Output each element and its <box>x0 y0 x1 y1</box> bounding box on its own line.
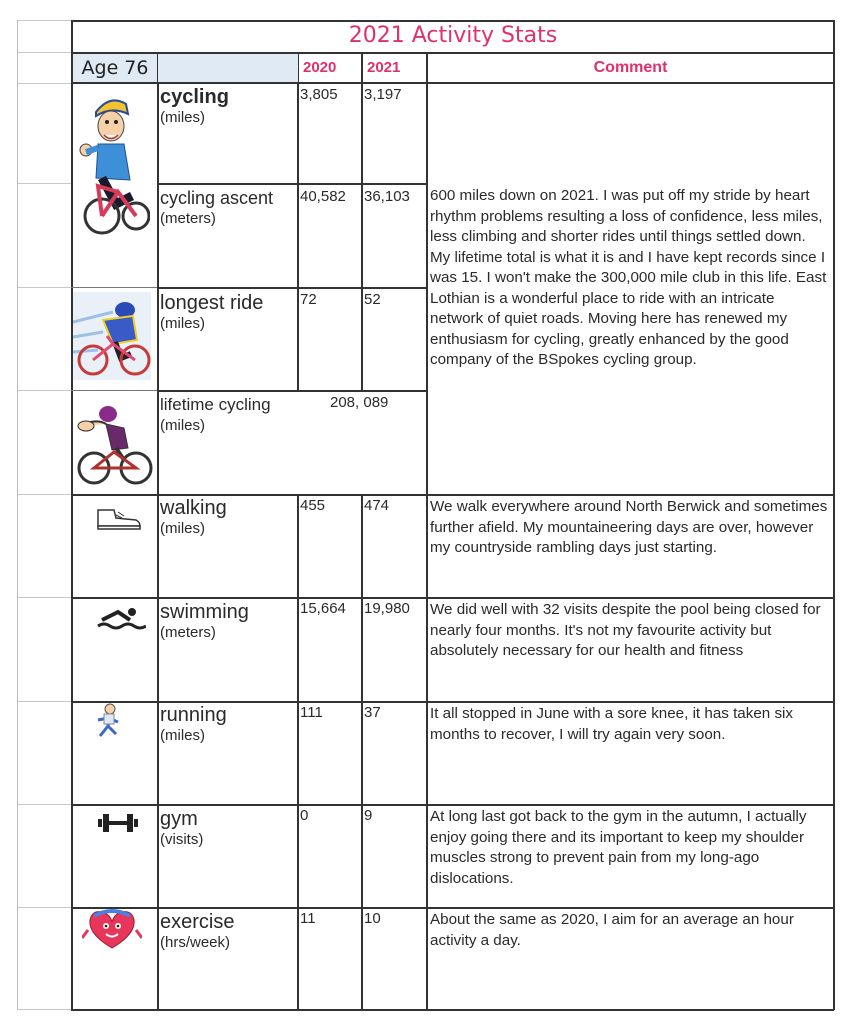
activity-name: cycling <box>160 86 229 108</box>
activity-swimming <box>160 601 296 642</box>
gutter-line <box>18 804 72 805</box>
gutter-line <box>18 183 72 184</box>
gutter-line <box>18 390 72 391</box>
exercise-comment: About the same as 2020, I aim for an average an hour activity a day. <box>430 911 794 949</box>
cartoon-bike-icon <box>76 398 154 488</box>
value-2021: 19,980 <box>364 600 410 617</box>
row-divider <box>157 183 427 185</box>
value-2021: 9 <box>364 807 373 824</box>
comment-header: Comment <box>593 59 668 76</box>
racing-cyclist-icon <box>73 292 151 380</box>
activity-running <box>160 704 296 745</box>
heart-mascot-icon <box>82 908 142 950</box>
walking-comment: We walk everywhere around North Berwick and sometimes further afield. My mountaineering days are over, however my countryside rambling days just starting. <box>430 498 828 556</box>
runner-icon <box>92 702 126 742</box>
gutter-line <box>18 597 72 598</box>
value-2020: 455 <box>300 497 326 514</box>
row-divider <box>71 701 834 703</box>
row-divider <box>71 804 834 806</box>
activity-walking <box>160 497 296 538</box>
row-divider <box>157 390 427 392</box>
activity-cycling-ascent <box>160 187 296 228</box>
gutter-line <box>18 83 72 84</box>
gutter-line <box>18 52 72 53</box>
activity-unit: (hrs/week) <box>160 934 231 951</box>
value-2020: 72 <box>300 291 317 308</box>
value-2020: 111 <box>300 704 323 721</box>
column-divider <box>297 52 299 390</box>
activity-name: gym <box>160 808 198 830</box>
swimming-comment: We did well with 32 visits despite the pool being closed for nearly four months. It's not my favourite activity but absolutely necessary for our health and fitness <box>430 601 821 659</box>
year-2020-header: 2020 <box>303 59 337 76</box>
value-2021: 10 <box>364 910 381 927</box>
gutter-line <box>18 20 72 21</box>
gutter-line <box>18 701 72 702</box>
activity-name: cycling ascent <box>160 188 274 208</box>
gutter-line <box>18 907 72 908</box>
value-2021: 37 <box>364 704 381 721</box>
value-2020: 40,582 <box>300 188 346 205</box>
row-divider <box>71 287 157 288</box>
gutter-border <box>17 20 18 1010</box>
boot-icon <box>96 506 142 530</box>
value-2021: 3,197 <box>364 86 402 103</box>
activity-longest-ride <box>160 292 296 333</box>
gutter-line <box>18 494 72 495</box>
row-divider <box>71 907 834 909</box>
swimmer-icon <box>96 606 146 632</box>
activity-cycling <box>160 86 296 127</box>
table-border-bottom <box>71 1009 834 1011</box>
header-blank-cell <box>158 54 298 82</box>
value-2021: 474 <box>364 497 390 514</box>
activity-gym <box>160 808 296 849</box>
lifetime-total-value: 208, 089 <box>330 394 389 411</box>
running-comment: It all stopped in June with a sore knee, it has taken six months to recover, I will try again very soon. <box>430 705 794 743</box>
row-divider <box>157 287 427 289</box>
value-2021: 52 <box>364 291 381 308</box>
activity-unit: (visits) <box>160 831 204 848</box>
column-divider <box>361 494 363 1010</box>
column-divider <box>157 52 159 1010</box>
value-2020: 0 <box>300 807 309 824</box>
value-2020: 15,664 <box>300 600 346 617</box>
activity-unit: (miles) <box>160 417 205 434</box>
activity-unit: (miles) <box>160 109 205 126</box>
row-divider <box>71 494 834 496</box>
value-2020: 11 <box>300 910 316 927</box>
activity-name: running <box>160 704 227 726</box>
row-divider <box>71 82 834 84</box>
value-2020: 3,805 <box>300 86 338 103</box>
activity-unit: (miles) <box>160 315 205 332</box>
column-divider <box>361 52 363 390</box>
cycling-comment: 600 miles down on 2021. I was put off my stride by heart rhythm problems resulting a loss of confidence, less miles, less climbing and shorter rides until things settled down. My lifetime total is what it is and I have kept records since I was 15. I won't make the 300,000 mile club in this life. East Lothian is a wonderful place to ride with an intricate network of quiet roads. Moving here has renewed my enthusiasm for cycling, greatly enhanced by the good company of the BSpokes cycling group. <box>430 187 827 368</box>
activity-unit: (miles) <box>160 520 205 537</box>
gym-comment: At long last got back to the gym in the autumn, I actually enjoy going there and its important to keep my shoulder muscles strong to prevent pain from my long-ago dislocations. <box>430 808 807 887</box>
column-divider <box>426 52 428 1010</box>
table-border-left <box>71 20 73 1010</box>
column-divider <box>297 494 299 1010</box>
activity-unit: (meters) <box>160 210 216 227</box>
gutter-line <box>18 1009 72 1010</box>
activity-unit: (meters) <box>160 624 216 641</box>
activity-unit: (miles) <box>160 727 205 744</box>
activity-exercise <box>160 911 296 952</box>
cyclist-icon <box>78 92 150 242</box>
activity-name: longest ride <box>160 292 264 314</box>
value-2021: 36,103 <box>364 188 410 205</box>
page-title: 2021 Activity Stats <box>348 23 558 48</box>
activity-name: swimming <box>160 601 249 623</box>
activity-name: exercise <box>160 911 235 933</box>
row-divider <box>71 597 834 599</box>
age-label: Age 76 <box>73 54 157 82</box>
activity-name: lifetime cycling <box>160 395 271 414</box>
activity-lifetime-cycling <box>160 394 296 435</box>
year-2021-header: 2021 <box>367 59 401 76</box>
table-border-right <box>833 20 835 1010</box>
gutter-line <box>18 287 72 288</box>
dumbbell-icon <box>96 812 140 834</box>
row-divider <box>71 390 157 391</box>
activity-name: walking <box>160 497 227 519</box>
